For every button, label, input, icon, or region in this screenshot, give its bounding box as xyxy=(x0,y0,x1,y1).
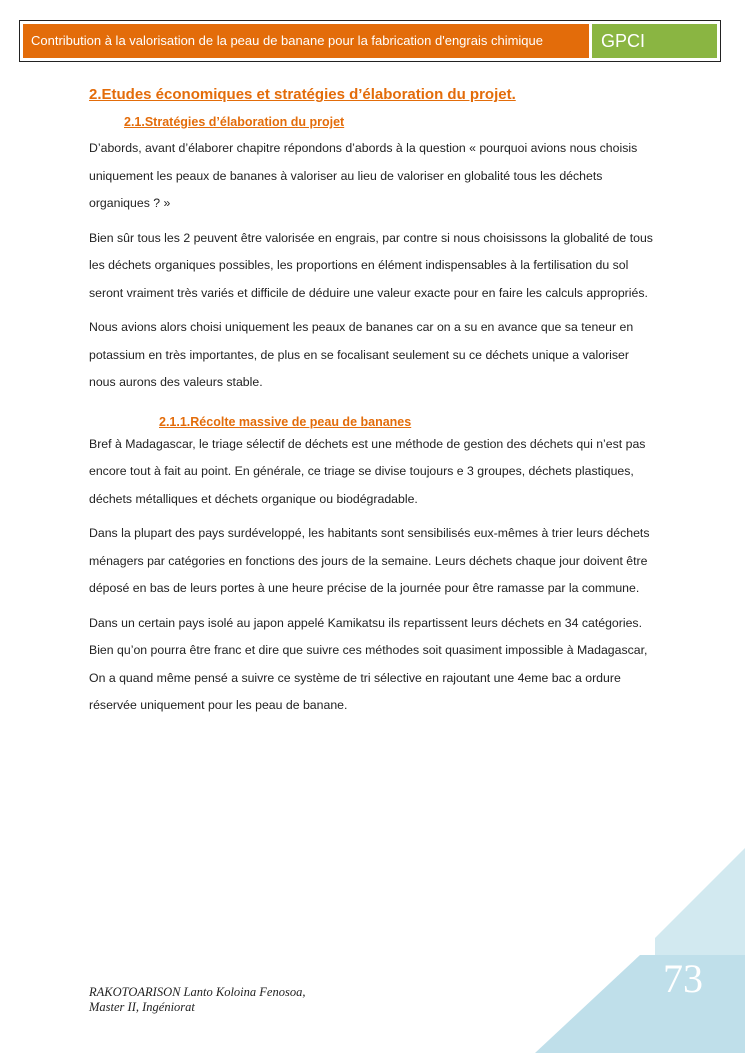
paragraph: Dans un certain pays isolé au japon appelé Kamikatsu ils repartissent leurs déchets en 34 catégories. Bien qu’on pourra être franc et dire que suivre ces méthodes soit quasiment impossible à Madagascar, On a quand même pensé a suivre ce système de tri sélective en rajoutant une 4eme bac a ordure réservée uniquement pour les peau de banane. xyxy=(89,615,648,712)
footer xyxy=(89,985,305,1015)
subsubsection-heading: 2.1.1.Récolte massive de peau de bananes xyxy=(159,414,412,429)
paragraph: Nous avions alors choisi uniquement les peaux de bananes car on a su en avance que sa teneur en potassium en très importantes, de plus en se focalisant seulement su ce déchets unique a valoriser nous aurons des valeurs stable. xyxy=(89,320,634,389)
paragraph: D’abords, avant d’élaborer chapitre répondons d’abords à la question « pourquoi avions nous choisis uniquement les peaux de bananes à valoriser au lieu de valoriser en globalité tous les déchets organiques ? » xyxy=(89,141,638,210)
paragraph: Dans la plupart des pays surdéveloppé, les habitants sont sensibilisés eux-mêmes à trier leurs déchets ménagers par catégories en fonctions des jours de la semaine. Leurs déchets chaque jour doivent être déposé en bas de leurs portes à une heure précise de la journée pour être ramasse par la commune. xyxy=(89,526,650,595)
footer-degree: Master II, Ingéniorat xyxy=(89,1000,195,1014)
paragraph: Bref à Madagascar, le triage sélectif de déchets est une méthode de gestion des déchets qui n’est pas encore tout à fait au point. En générale, ce triage se divise toujours e 3 groupes, déchets plastiques, déchets métalliques et déchets organique ou biodégradable. xyxy=(89,436,646,506)
subsection-heading: 2.1.Stratégies d’élaboration du projet xyxy=(124,115,345,129)
paragraph: Bien sûr tous les 2 peuvent être valorisée en engrais, par contre si nous choisissons la globalité de tous les déchets organiques possibles, les proportions en élément indispensables à la fertilisation du sol seront vraiment très variés et difficile de déduire une valeur exacte pour en faire les calculs appropriés. xyxy=(89,230,653,300)
header-title: Contribution à la valorisation de la peau de banane pour la fabrication d'engrais chimique xyxy=(23,24,589,58)
page-number: 73 xyxy=(663,956,703,1001)
section-heading: 2.Etudes économiques et stratégies d’élaboration du projet. xyxy=(89,86,516,103)
footer-author: RAKOTOARISON Lanto Koloina Fenosoa, xyxy=(89,985,306,999)
header-tag: GPCI xyxy=(592,24,717,58)
